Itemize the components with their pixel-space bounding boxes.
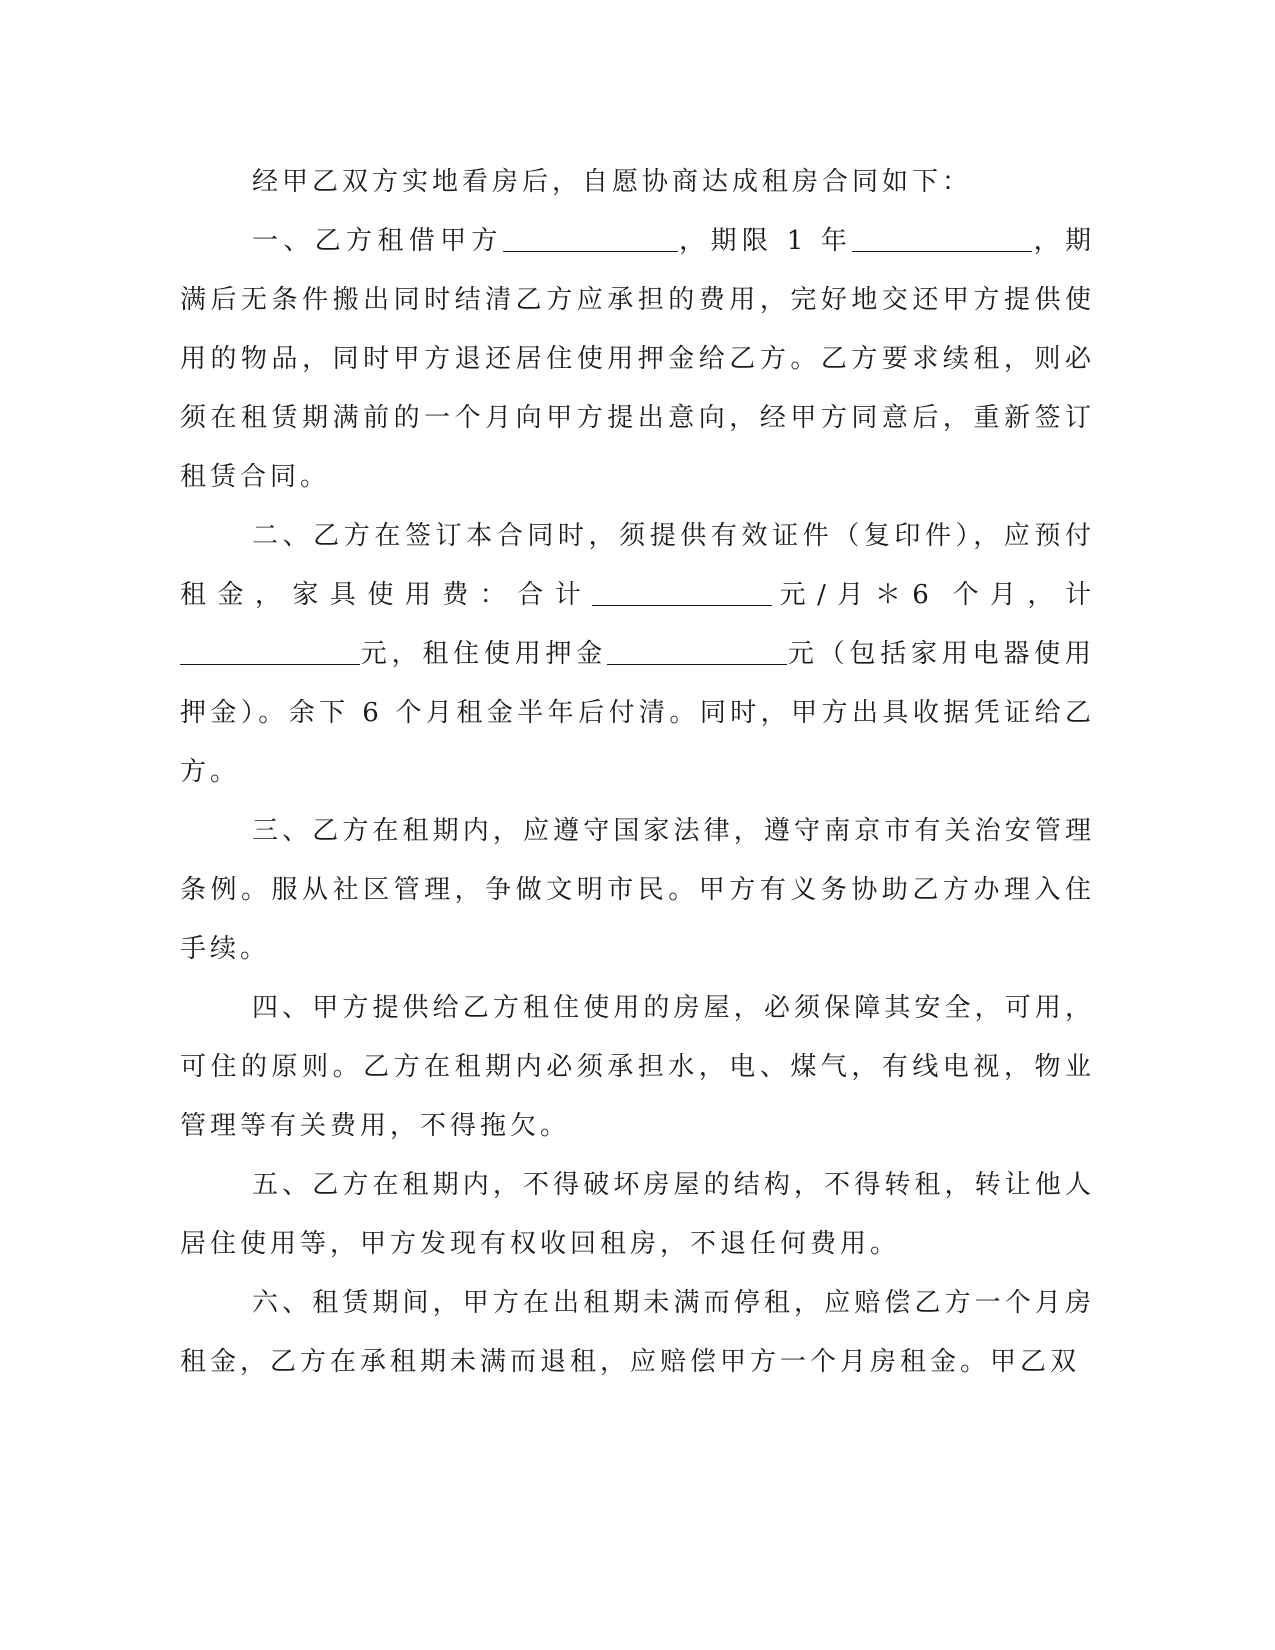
contract-page — [180, 153, 1095, 1392]
blank-total-amount[interactable] — [180, 640, 360, 665]
intro-paragraph — [180, 153, 1095, 212]
clause-1-text-c: ，期满后无条件搬出同时结清乙方应承担的费用，完好地交还甲方提供使用的物品，同时甲方退还居住使用押金给乙方。乙方要求续租，则必须在租赁期满前的一个月向甲方提出意向，经甲方同意后，重新签订租赁合同。 — [180, 226, 1095, 492]
clause-2-text-c: 元，租住使用押金 — [360, 639, 608, 669]
clause-1 — [180, 212, 1095, 507]
blank-rental-property[interactable] — [503, 227, 678, 252]
clause-3-text: 三、乙方在租期内，应遵守国家法律，遵守南京市有关治安管理条例。服从社区管理，争做文明市民。甲方有义务协助乙方办理入住手续。 — [180, 816, 1095, 964]
blank-deposit-amount[interactable] — [607, 640, 787, 665]
intro-text: 经甲乙双方实地看房后，自愿协商达成租房合同如下： — [252, 167, 973, 197]
clause-1-text-b: ，期限 1 年 — [677, 226, 853, 256]
clause-2-text-d: 元（包括家用电器使用押金）。余下 6 个月租金半年后付清。同时，甲方出具收据凭证给乙方。 — [180, 639, 1095, 787]
clause-2-text-b: 元/月＊6 个月，计 — [772, 580, 1095, 610]
clause-5 — [180, 1156, 1095, 1274]
clause-4-text: 四、甲方提供给乙方租住使用的房屋，必须保障其安全，可用，可住的原则。乙方在租期内必须承担水，电、煤气，有线电视，物业管理等有关费用，不得拖欠。 — [180, 993, 1095, 1141]
clause-4 — [180, 979, 1095, 1156]
clause-5-text: 五、乙方在租期内，不得破坏房屋的结构，不得转租，转让他人居住使用等，甲方发现有权收回租房，不退任何费用。 — [180, 1170, 1095, 1259]
clause-3 — [180, 802, 1095, 979]
blank-lease-term[interactable] — [852, 227, 1032, 252]
blank-monthly-amount[interactable] — [592, 581, 772, 606]
clause-6-text: 六、租赁期间，甲方在出租期未满而停租，应赔偿乙方一个月房租金，乙方在承租期未满而退租，应赔偿甲方一个月房租金。甲乙双 — [180, 1288, 1095, 1377]
clause-2-text-a: 二、乙方在签订本合同时，须提供有效证件（复印件），应预付租金，家具使用费：合计 — [180, 521, 1095, 610]
clause-6 — [180, 1274, 1095, 1392]
clause-2 — [180, 507, 1095, 802]
clause-1-text-a: 一、乙方租借甲方 — [252, 226, 503, 256]
